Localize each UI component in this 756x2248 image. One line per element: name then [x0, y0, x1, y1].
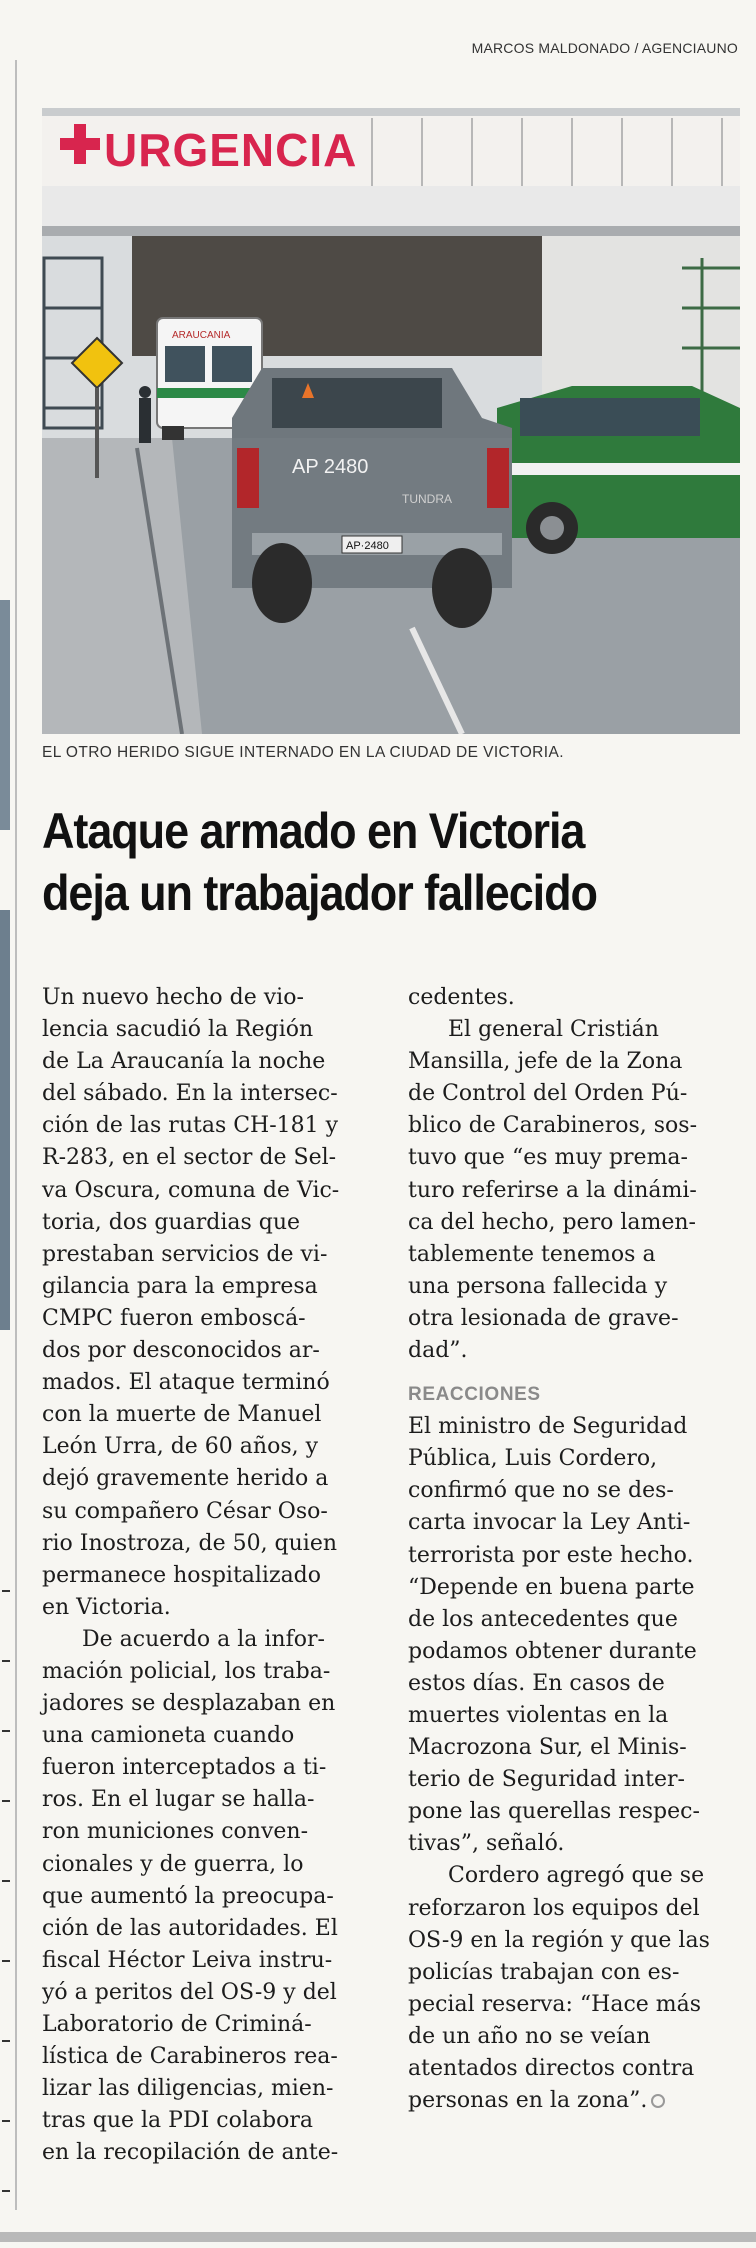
text-line: tivas”, señaló. [408, 1831, 565, 1857]
text-line: confirmó que no se des- [408, 1478, 674, 1504]
adjacent-text-edge [2, 1730, 10, 1732]
adjacent-column-edge [0, 0, 16, 2248]
text-line: una persona fallecida y [408, 1273, 668, 1299]
text-line: R-283, en el sector de Sel- [42, 1145, 337, 1171]
text-line: León Urra, de 60 años, y [42, 1434, 319, 1460]
text-line: su compañero César Oso- [42, 1498, 328, 1524]
page-bottom-rule [0, 2232, 756, 2242]
text-line: El general Cristián [448, 1017, 659, 1043]
adjacent-text-edge [2, 2120, 10, 2122]
text-line: en Victoria. [42, 1594, 171, 1620]
text-line: lencia sacudió la Región [42, 1017, 314, 1043]
truck-brand: TUNDRA [402, 492, 452, 506]
text-line-last [408, 2085, 738, 2117]
text-line: CMPC fueron emboscá- [42, 1305, 306, 1331]
photo-credit: MARCOS MALDONADO / AGENCIAUNO [471, 40, 738, 56]
text-line: que aumentó la preocupa- [42, 1883, 334, 1909]
article-column-left [42, 982, 372, 2169]
ambulance-label: ARAUCANIA [172, 330, 231, 341]
text-line: cionales y de guerra, lo [42, 1851, 304, 1877]
text-line: lística de Carabineros rea- [42, 2044, 338, 2070]
subhead-reacciones: REACCIONES [408, 1384, 541, 1406]
text-line: El ministro de Seguridad [408, 1414, 688, 1440]
text-line: carta invocar la Ley Anti- [408, 1510, 691, 1536]
adjacent-text-edge [2, 1960, 10, 1962]
text-line: reforzaron los equipos del [408, 1895, 700, 1921]
column-divider [15, 60, 17, 2210]
text-line: “Depende en buena parte [408, 1574, 695, 1600]
text-line: mados. El ataque terminó [42, 1370, 330, 1396]
text-line: de un año no se veían [408, 2023, 651, 2049]
text-line: de Control del Orden Pú- [408, 1081, 688, 1107]
text-line: fiscal Héctor Leiva instru- [42, 1947, 333, 1973]
text-line: jadores se desplazaban en [42, 1691, 336, 1717]
text-line: fueron interceptados a ti- [42, 1755, 327, 1781]
text-line: policías trabajan con es- [408, 1959, 680, 1985]
text-line: cedentes. [408, 985, 515, 1010]
text-line: lizar las diligencias, mien- [42, 2076, 334, 2102]
text-line: muertes violentas en la [408, 1702, 669, 1728]
text-line: con la muerte de Manuel [42, 1402, 322, 1428]
text-line: atentados directos contra [408, 2056, 695, 2081]
text-line: Macrozona Sur, el Minis- [408, 1735, 687, 1761]
headline-line: deja un trabajador fallecido [42, 865, 597, 921]
article-column-right [408, 982, 738, 2117]
text-line: permanece hospitalizado [42, 1562, 322, 1588]
text-line: estos días. En casos de [408, 1670, 665, 1696]
truck-plate-small: AP·2480 [346, 540, 389, 552]
adjacent-photo-edge [0, 910, 10, 1330]
text-line: ron municiones conven- [42, 1819, 309, 1845]
text-line: una camioneta cuando [42, 1723, 295, 1749]
text-line: de los antecedentes que [408, 1606, 678, 1632]
text-line: tablemente tenemos a [408, 1241, 656, 1267]
text-line: pecial reserva: “Hace más [408, 1991, 702, 2017]
adjacent-text-edge [2, 2040, 10, 2042]
text-line: yó a peritos del OS-9 y del [42, 1979, 337, 2005]
text-line: tuvo que “es muy prema- [408, 1145, 688, 1171]
text-line: otra lesionada de grave- [408, 1305, 679, 1331]
text-line: rio Inostroza, de 50, quien [42, 1530, 338, 1556]
headline-line: Ataque armado en Victoria [42, 803, 585, 859]
text-line: en la recopilación de ante- [42, 2140, 339, 2166]
text-line: Cordero agregó que se [448, 1863, 705, 1889]
text-line: pone las querellas respec- [408, 1799, 700, 1825]
adjacent-text-edge [2, 2190, 10, 2192]
text-line: OS-9 en la región y que las [408, 1927, 710, 1953]
text-line: mación policial, los traba- [42, 1658, 331, 1684]
text-line: blico de Carabineros, sos- [408, 1113, 697, 1139]
text-line: ros. En el lugar se halla- [42, 1787, 315, 1813]
text-line: personas en la zona”. [408, 2088, 648, 2114]
adjacent-photo-edge [0, 600, 10, 830]
end-of-article-icon [651, 2094, 665, 2108]
text-line: tras que la PDI colabora [42, 2108, 313, 2134]
text-line: va Oscura, comuna de Vic- [42, 1177, 340, 1203]
text-line: Laboratorio de Criminá- [42, 2012, 312, 2037]
adjacent-text-edge [2, 1880, 10, 1882]
text-line: ca del hecho, pero lamen- [408, 1209, 696, 1235]
truck-plate-painted: AP 2480 [292, 456, 369, 478]
text-line: Mansilla, jefe de la Zona [408, 1049, 683, 1075]
text-line: prestaban servicios de vi- [42, 1241, 328, 1267]
text-line: terio de Seguridad inter- [408, 1767, 685, 1793]
text-line: ción de las rutas CH-181 y [42, 1113, 339, 1139]
text-line: De acuerdo a la infor- [82, 1626, 325, 1652]
text-line: podamos obtener durante [408, 1638, 697, 1664]
text-line: Pública, Luis Cordero, [408, 1446, 658, 1472]
text-line: de La Araucanía la noche [42, 1049, 326, 1075]
text-line: dos por desconocidos ar- [42, 1338, 320, 1364]
text-line: dad”. [408, 1338, 468, 1364]
text-line: ción de las autoridades. El [42, 1915, 338, 1941]
adjacent-text-edge [2, 1590, 10, 1592]
text-line: toria, dos guardias que [42, 1209, 301, 1235]
text-line: del sábado. En la intersec- [42, 1081, 338, 1107]
text-line: gilancia para la empresa [42, 1273, 318, 1299]
text-line: terrorista por este hecho. [408, 1542, 694, 1568]
text-line: dejó gravemente herido a [42, 1466, 329, 1492]
adjacent-text-edge [2, 1660, 10, 1662]
news-photo [42, 108, 740, 734]
adjacent-text-edge [2, 1800, 10, 1802]
photo-caption: EL OTRO HERIDO SIGUE INTERNADO EN LA CIUDAD DE VICTORIA. [42, 744, 564, 761]
urgencia-sign: URGENCIA [104, 124, 358, 176]
text-line: turo referirse a la dinámi- [408, 1177, 697, 1203]
headline [42, 800, 672, 924]
text-line: Un nuevo hecho de vio- [42, 985, 304, 1010]
